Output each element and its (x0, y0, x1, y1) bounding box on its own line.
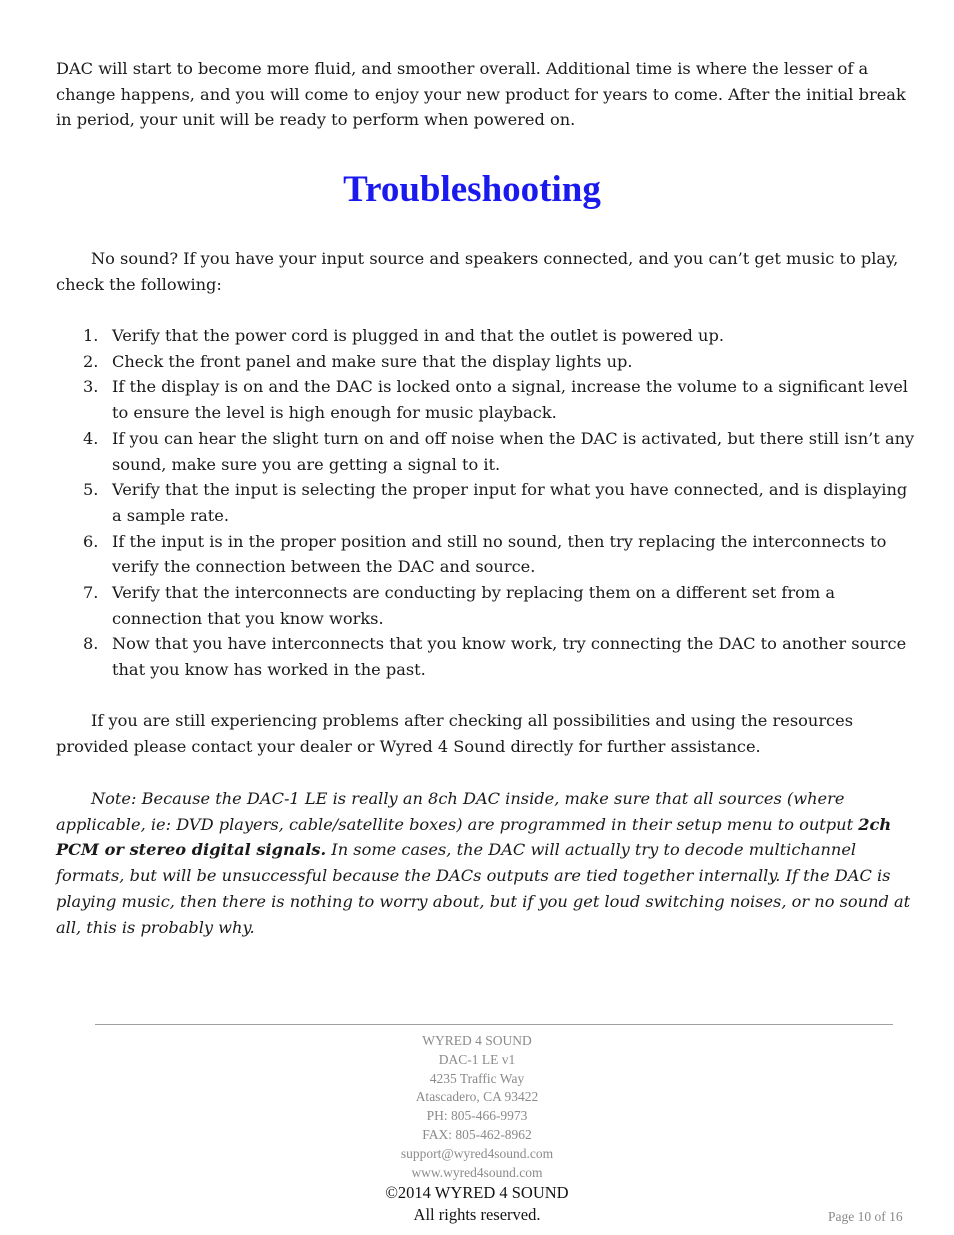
footer-street: 4235 Traffic Way (429, 1070, 525, 1086)
step-number: 1. (83, 326, 99, 345)
step-text: Verify that the input is selecting the proper input for what you have connected, and is displaying a sample rate. (112, 480, 908, 525)
list-item (56, 323, 916, 349)
list-item (56, 426, 916, 477)
step-text: Now that you have interconnects that you know work, try connecting the DAC to another source that you know has worked in the past. (112, 634, 907, 680)
page-number: Page 10 of 16 (828, 1209, 903, 1224)
footer-company: WYRED 4 SOUND (422, 1033, 532, 1048)
footer-email: support@wyred4sound.com (400, 1145, 554, 1161)
footer-rights: All rights reserved. (413, 1205, 541, 1225)
note-text-start: Note: Because the DAC-1 LE is really an 8ch DAC inside, make sure that all sources (where applicable, ie: DVD players, cable/satellite boxes) are programmed in their setup menu to output (56, 789, 859, 834)
note-emphasis: 2ch PCM or stereo digital signals. (56, 814, 892, 860)
step-text: Verify that the interconnects are conducting by replacing them on a different set from a connection that you know works. (112, 583, 836, 628)
step-number: 2. (83, 351, 99, 371)
step-number: 4. (83, 428, 99, 448)
step-text: If you can hear the slight turn on and off noise when the DAC is activated, but there still isn’t any sound, make sure you are getting a signal to it. (112, 428, 915, 474)
step-number: 5. (83, 480, 99, 500)
contact-paragraph: If you are still experiencing problems after checking all possibilities and using the resources provided please contact your dealer or Wyred 4 Sound directly for further assistance. (56, 711, 854, 756)
footer-model: DAC-1 LE v1 (438, 1051, 516, 1067)
note-paragraph (56, 786, 926, 940)
list-item (56, 349, 916, 375)
list-item (56, 374, 916, 425)
step-number: 3. (83, 377, 99, 397)
footer-phone: PH: 805-466-9973 (426, 1108, 528, 1124)
step-text: Check the front panel and make sure that the display lights up. (112, 351, 633, 371)
step-number: 6. (83, 531, 99, 551)
footer-website: www.wyred4sound.com (411, 1164, 543, 1180)
footer-divider (95, 1024, 893, 1025)
footer-copyright: ©2014 WYRED 4 SOUND (385, 1183, 569, 1203)
note-text-end: In some cases, the DAC will actually try to decode multichannel formats, but will be unsuccessful because the DACs outputs are tied together internally. If the DAC is playing music, then there is nothing to worry about, but if you get loud switching noises, or no sound at all, this is probably why. (56, 840, 911, 937)
lead-paragraph: No sound? If you have your input source and speakers connected, and you can’t get music to play, check the following: (56, 249, 899, 294)
footer (0, 1032, 954, 1226)
step-text: If the display is on and the DAC is locked onto a signal, increase the volume to a significant level to ensure the level is high enough for music playback. (112, 377, 908, 423)
step-number: 8. (83, 634, 99, 654)
footer-fax: FAX: 805-462-8962 (422, 1126, 532, 1142)
list-item (56, 580, 916, 631)
section-title: Troubleshooting (343, 169, 601, 210)
troubleshooting-steps (56, 323, 916, 683)
list-item (56, 631, 916, 682)
list-item (56, 477, 916, 528)
step-number: 7. (83, 583, 99, 603)
intro-paragraph: DAC will start to become more fluid, and smoother overall. Additional time is where the lesser of a change happens, and you will come to enjoy your new product for years to come. After the initial break in period, your unit will be ready to perform when powered on. (56, 59, 906, 130)
footer-city: Atascadero, CA 93422 (415, 1089, 539, 1105)
list-item (56, 529, 916, 580)
step-text: Verify that the power cord is plugged in and that the outlet is powered up. (112, 326, 724, 345)
step-text: If the input is in the proper position and still no sound, then try replacing the interconnects to verify the connection between the DAC and source. (112, 531, 887, 577)
